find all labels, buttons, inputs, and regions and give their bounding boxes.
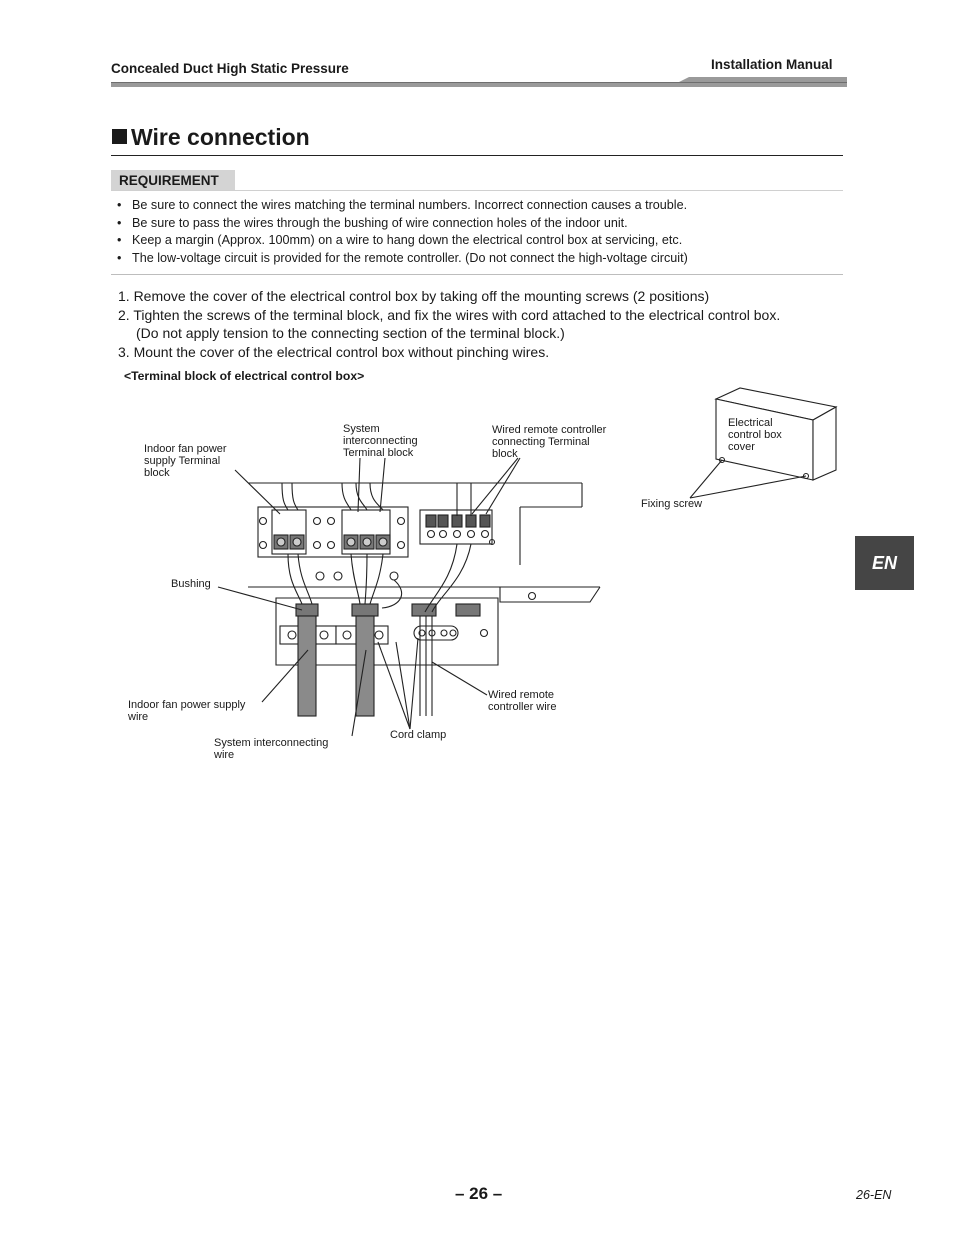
requirement-item: • The low-voltage circuit is provided for the remote controller. (Do not connect the high-voltage circuit) [117, 250, 688, 265]
header-document-title: Concealed Duct High Static Pressure [111, 61, 349, 76]
label-control-box-cover: Electrical control box cover [728, 417, 782, 453]
requirement-item: • Be sure to pass the wires through the bushing of wire connection holes of the indoor unit. [117, 215, 628, 230]
header-rule [111, 76, 847, 88]
label-cord-clamp: Cord clamp [390, 729, 447, 741]
requirement-divider [111, 274, 843, 275]
header-manual-title: Installation Manual [711, 57, 833, 72]
requirement-item: • Keep a margin (Approx. 100mm) on a wire to hang down the electrical control box at servicing, etc. [117, 233, 683, 248]
figure-caption: <Terminal block of electrical control box> [124, 369, 365, 383]
label-fixing-screw: Fixing screw [641, 498, 703, 510]
language-tab: EN [855, 536, 914, 590]
step-3: 3. Mount the cover of the electrical control box without pinching wires. [118, 343, 550, 360]
requirement-label: REQUIREMENT [111, 170, 235, 190]
label-indoor-fan-terminal-block: Indoor fan power supply Terminal block [144, 443, 227, 479]
label-indoor-fan-wire: Indoor fan power supply wire [128, 699, 246, 723]
label-system-wire: System interconnecting wire [214, 737, 329, 761]
requirement-header [111, 170, 843, 191]
wiring-diagram [120, 380, 850, 780]
step-1: 1. Remove the cover of the electrical control box by taking off the mounting screws (2 positions) [118, 288, 710, 304]
section-heading [111, 124, 843, 156]
procedure-steps [118, 287, 838, 361]
label-system-terminal-block: System interconnecting Terminal block [343, 423, 418, 459]
section-title: Wire connection [131, 124, 310, 150]
square-bullet-icon [112, 129, 127, 144]
step-2: 2. Tighten the screws of the terminal block, and fix the wires with cord attached to the electrical control box. [118, 306, 781, 323]
label-wired-remote-terminal-block: Wired remote controller connecting Terminal block [492, 424, 607, 460]
label-wired-remote-wire: Wired remote controller wire [488, 689, 557, 713]
page-code: 26-EN [856, 1188, 892, 1202]
page-number: – 26 – [455, 1184, 503, 1203]
label-bushing: Bushing [171, 578, 211, 590]
step-2-note: (Do not apply tension to the connecting section of the terminal block.) [136, 325, 565, 342]
requirement-item: • Be sure to connect the wires matching the terminal numbers. Incorrect connection causes a trouble. [117, 198, 688, 212]
requirement-list [113, 198, 843, 268]
